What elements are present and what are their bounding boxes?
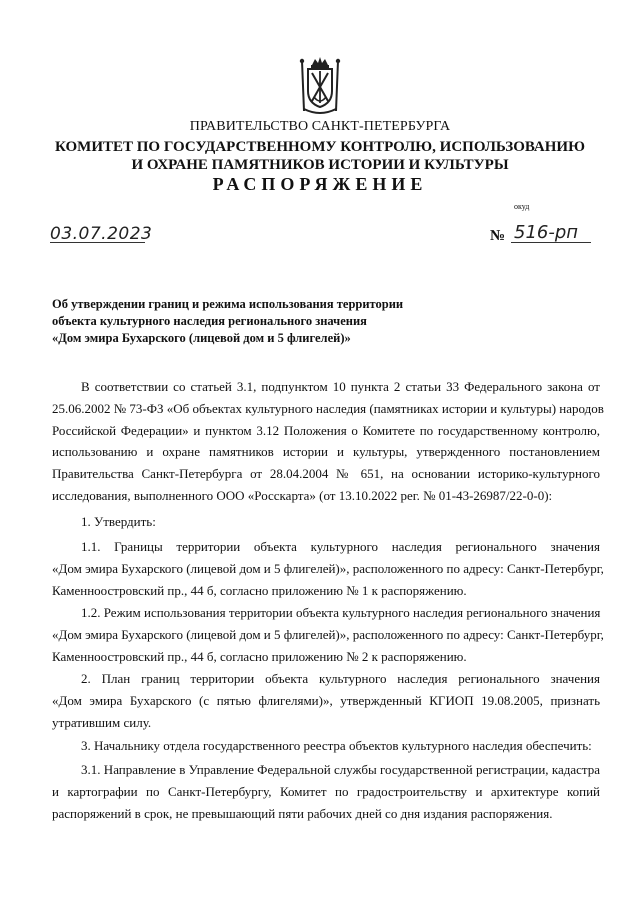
text-line: 1. Утвердить: <box>81 514 156 529</box>
date-underline <box>50 242 145 243</box>
text-line: 3.1. Направление в Управление Федеральной службы государственной регистрации, кадастра <box>81 762 600 777</box>
text-line: 2. План границ территории объекта культурного наследия регионального значения <box>81 671 600 686</box>
paragraph-preamble <box>52 376 604 507</box>
subject-line: объекта культурного наследия регионального значения <box>52 314 367 328</box>
text-line: Каменноостровский пр., 44 б, согласно приложению № 1 к распоряжению. <box>52 582 467 598</box>
document-date: 03.07.2023 <box>50 224 153 244</box>
number-sign: № <box>490 228 506 244</box>
text-line: исследования, выполненного ООО «Росскарта» (от 13.10.2022 рег. № 01-43-26987/22-0-0): <box>52 487 553 503</box>
subject-line: Об утверждении границ и режима использования территории <box>52 297 404 311</box>
number-underline <box>511 242 591 243</box>
paragraph-3-1 <box>52 759 600 824</box>
document-type-title: РАСПОРЯЖЕНИЕ <box>212 174 428 194</box>
text-line: Каменноостровский пр., 44 б, согласно приложению № 2 к распоряжению. <box>52 648 467 664</box>
paragraph-1-1 <box>52 536 604 601</box>
committee-title-line-2: И ОХРАНЕ ПАМЯТНИКОВ ИСТОРИИ И КУЛЬТУРЫ <box>131 157 509 173</box>
paragraph-3 <box>52 735 600 757</box>
subject-line: «Дом эмира Бухарского (лицевой дом и 5 флигелей)» <box>52 331 351 345</box>
committee-title-line-1: КОМИТЕТ ПО ГОСУДАРСТВЕННОМУ КОНТРОЛЮ, ИСПОЛЬЗОВАНИЮ <box>55 139 585 155</box>
text-line: «Дом эмира Бухарского (лицевой дом и 5 флигелей)», расположенного по адресу: Санкт-Петербург, <box>52 626 604 642</box>
text-line: «Дом эмира Бухарского (лицевой дом и 5 флигелей)», расположенного по адресу: Санкт-Петербург, <box>52 560 604 576</box>
text-line: распоряжений в срок, не превышающий пяти рабочих дней со дня издания распоряжения. <box>52 805 553 821</box>
text-line: 1.2. Режим использования территории объекта культурного наследия регионального значения <box>81 605 601 620</box>
text-line: В соответствии со статьей 3.1, подпунктом 10 пункта 2 статьи 33 Федерального закона от <box>81 379 600 394</box>
document-number: 516-рп <box>514 222 579 243</box>
paragraph-1 <box>52 511 600 533</box>
text-line: 3. Начальнику отдела государственного реестра объектов культурного наследия обеспечить: <box>81 738 592 753</box>
government-title: ПРАВИТЕЛЬСТВО САНКТ-ПЕТЕРБУРГА <box>189 119 451 134</box>
text-line: утратившим силу. <box>52 714 152 730</box>
text-line: использованию и охране памятников истории и культуры, утвержденного постановлением <box>52 444 600 460</box>
coat-of-arms-icon <box>298 55 342 117</box>
text-line: 25.06.2002 № 73-ФЗ «Об объектах культурного наследия (памятниках истории и культуры) народов <box>52 400 604 416</box>
okud-label: окуд <box>514 202 530 211</box>
paragraph-2 <box>52 668 600 733</box>
text-line: 1.1. Границы территории объекта культурного наследия регионального значения <box>81 539 600 554</box>
paragraph-1-2 <box>52 602 604 667</box>
text-line: Российской Федерации» и пунктом 3.12 Положения о Комитете по государственному контролю, <box>52 422 600 438</box>
text-line: и картографии по Санкт-Петербургу, Комитет по градостроительству и архитектуре копий <box>52 783 600 799</box>
document-subject <box>52 296 403 347</box>
text-line: «Дом эмира Бухарского (с пятью флигелями)», утвержденный КГИОП 19.08.2005, признать <box>52 692 600 708</box>
text-line: Правительства Санкт-Петербурга от 28.04.2004 № 651, на основании историко-культурного <box>52 466 600 482</box>
